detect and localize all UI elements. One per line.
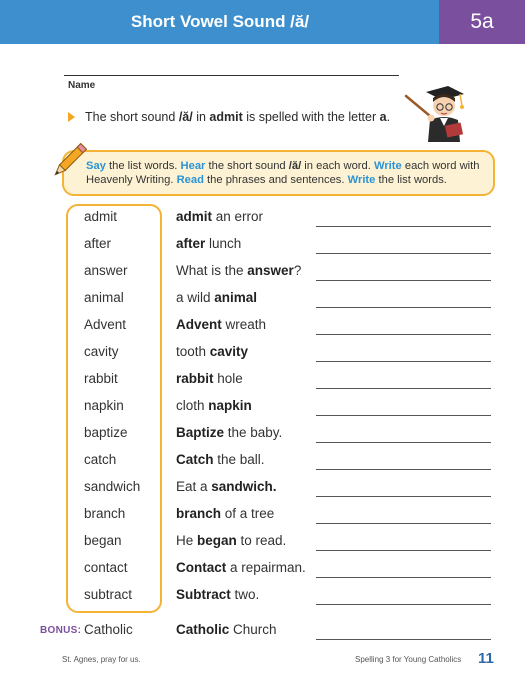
word-phrase	[176, 317, 266, 332]
word-phrase	[176, 344, 248, 359]
list-word: Advent	[84, 317, 127, 332]
phrase-text: lunch	[205, 236, 242, 251]
list-word: animal	[84, 290, 124, 305]
rule-text: is spelled with the letter	[242, 110, 380, 124]
list-word: contact	[84, 560, 128, 575]
rule-text: in	[192, 110, 210, 124]
word-phrase	[176, 371, 243, 386]
phrase-keyword: Advent	[176, 317, 222, 332]
instruction-keyword: Write	[373, 160, 402, 172]
word-row	[0, 422, 525, 449]
phrase-keyword: Contact	[176, 560, 227, 575]
word-row	[0, 449, 525, 476]
phrase-text: Eat a	[176, 479, 212, 494]
footer-book-title: Spelling 3 for Young Catholics	[355, 655, 462, 664]
phrase-text: a repairman.	[226, 560, 306, 575]
word-row	[0, 206, 525, 233]
phrase-keyword: rabbit	[176, 371, 214, 386]
phrase-text: ?	[293, 263, 302, 278]
phrase-keyword: began	[197, 533, 237, 548]
word-row	[0, 233, 525, 260]
list-word: began	[84, 533, 122, 548]
phrase-keyword: cavity	[209, 344, 249, 359]
phrase-keyword: admit	[176, 209, 213, 224]
word-row	[0, 503, 525, 530]
writing-line[interactable]	[316, 388, 491, 389]
list-word: cavity	[84, 344, 119, 359]
word-phrase	[176, 452, 265, 467]
phrase-keyword: Catholic	[176, 622, 230, 637]
phrase-text: Church	[229, 622, 277, 637]
instruction-text: the list words.	[375, 174, 447, 186]
phrase-keyword: Subtract	[176, 587, 231, 602]
word-phrase	[176, 290, 257, 305]
list-word: napkin	[84, 398, 124, 413]
word-row	[0, 341, 525, 368]
name-label: Name	[68, 80, 96, 91]
phrase-text: He	[176, 533, 198, 548]
word-row	[0, 530, 525, 557]
writing-line[interactable]	[316, 226, 491, 227]
rule-sound: /ă/	[178, 110, 193, 124]
footer-prayer: St. Agnes, pray for us.	[62, 655, 141, 664]
list-word: baptize	[84, 425, 128, 440]
writing-line[interactable]	[316, 639, 491, 640]
list-word: after	[84, 236, 112, 251]
list-word: rabbit	[84, 371, 118, 386]
phrase-text: to read.	[236, 533, 287, 548]
word-phrase	[176, 236, 241, 251]
word-phrase	[176, 533, 286, 548]
instruction-keyword: Read	[176, 174, 204, 186]
word-phrase	[176, 209, 263, 224]
list-word: answer	[84, 263, 128, 278]
phrase-keyword: branch	[176, 506, 222, 521]
instruction-text: each word with Heavenly Writing.	[86, 160, 480, 186]
list-word: sandwich	[84, 479, 141, 494]
word-phrase	[176, 560, 306, 575]
phrase-keyword: sandwich.	[211, 479, 277, 494]
phrase-keyword: after	[176, 236, 206, 251]
phrase-text: a wild	[176, 290, 215, 305]
instruction-sound: /ă/	[288, 160, 302, 172]
phrase-text: of a tree	[221, 506, 275, 521]
phrase-keyword: animal	[214, 290, 258, 305]
word-row	[0, 476, 525, 503]
phrase-text: What is the	[176, 263, 248, 278]
page-title: Short Vowel Sound /ă/	[130, 12, 310, 31]
writing-line[interactable]	[316, 334, 491, 335]
word-row	[0, 584, 525, 611]
phrase-text: an error	[212, 209, 264, 224]
phrase-keyword: Baptize	[176, 425, 225, 440]
bonus-row	[0, 619, 525, 646]
writing-line[interactable]	[316, 550, 491, 551]
writing-line[interactable]	[316, 523, 491, 524]
instruction-text: in each word.	[301, 160, 374, 172]
instruction-text: the phrases and sentences.	[203, 174, 348, 186]
word-phrase	[176, 506, 274, 521]
word-row	[0, 395, 525, 422]
writing-line[interactable]	[316, 604, 491, 605]
list-word: catch	[84, 452, 117, 467]
writing-line[interactable]	[316, 307, 491, 308]
instruction-text: the list words.	[105, 160, 181, 172]
phrase-keyword: Catch	[176, 452, 214, 467]
word-row	[0, 287, 525, 314]
teacher-cartoon-icon	[404, 82, 476, 144]
word-phrase	[176, 263, 301, 278]
writing-line[interactable]	[316, 415, 491, 416]
instruction-keyword: Write	[347, 174, 376, 186]
list-word: admit	[84, 209, 118, 224]
spelling-rule	[68, 110, 390, 124]
writing-line[interactable]	[316, 577, 491, 578]
phrase-text: cloth	[176, 398, 209, 413]
phrase-text: the baby.	[224, 425, 283, 440]
instruction-keyword: Say	[86, 160, 106, 172]
word-phrase	[176, 425, 282, 440]
rule-word: admit	[209, 110, 243, 124]
rule-text: The short sound	[85, 110, 179, 124]
list-word: branch	[84, 506, 126, 521]
phrase-text: the ball.	[213, 452, 265, 467]
word-phrase	[176, 398, 252, 413]
lesson-badge: 5a	[439, 0, 525, 44]
phrase-text: wreath	[221, 317, 267, 332]
phrase-text: two.	[230, 587, 260, 602]
bonus-word: Catholic	[84, 622, 133, 637]
writing-line[interactable]	[316, 253, 491, 254]
arrow-icon	[68, 112, 75, 122]
word-row	[0, 557, 525, 584]
bonus-label: BONUS:	[40, 625, 82, 636]
writing-line[interactable]	[316, 361, 491, 362]
list-word: subtract	[84, 587, 133, 602]
phrase-keyword: answer	[247, 263, 294, 278]
pencil-icon	[44, 138, 92, 186]
instruction-keyword: Hear	[180, 160, 206, 172]
instructions-box	[62, 150, 495, 196]
rule-letter: a	[379, 110, 387, 124]
word-phrase	[176, 479, 277, 494]
phrase-text: tooth	[176, 344, 210, 359]
writing-line[interactable]	[316, 496, 491, 497]
instruction-text: the short sound	[205, 160, 289, 172]
writing-line[interactable]	[316, 442, 491, 443]
phrase-text: hole	[213, 371, 243, 386]
writing-line[interactable]	[316, 469, 491, 470]
name-line[interactable]	[64, 75, 399, 76]
word-row	[0, 314, 525, 341]
writing-line[interactable]	[316, 280, 491, 281]
word-row	[0, 260, 525, 287]
word-phrase	[176, 587, 259, 602]
rule-text: .	[386, 110, 391, 124]
phrase-keyword: napkin	[208, 398, 252, 413]
word-row	[0, 368, 525, 395]
page-number: 11	[478, 650, 494, 667]
bonus-phrase	[176, 622, 277, 637]
